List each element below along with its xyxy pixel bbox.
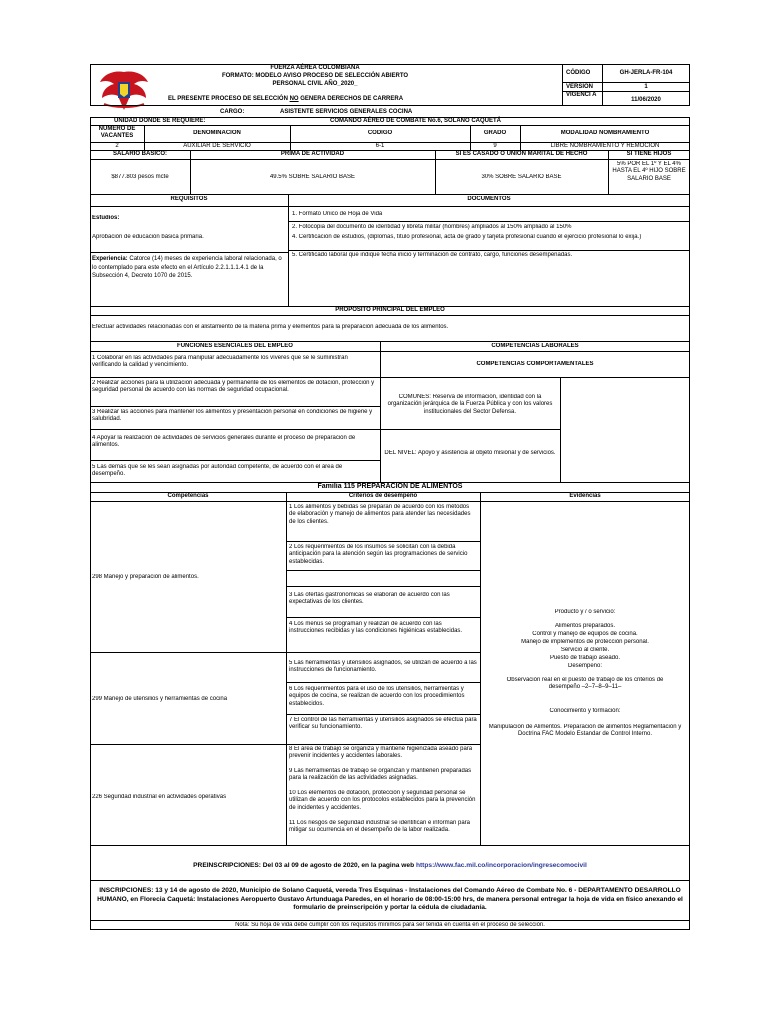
criterio-10: 10 Los elementos de dotación, protección y seguridad personal se utilizan de acuerdo con los protocolos establecidos para la prevención de incidentes y accidentes. [289, 790, 476, 811]
criterio-6: 6 Los requerimientos para el uso de los utensilios, herramientas y equipos de cocina, se realizan de acuerdo con los procedimientos establecidos. [289, 686, 465, 707]
org-name: FUERZA AÉREA COLOMBIANA [270, 65, 360, 71]
criterio-1: 1 Los alimentos y bebidas se preparan de acuerdo con los métodos de elaboración y manejo de alimentos para atender las necesidades de los clientes. [289, 504, 471, 525]
evidencia-cliente: Servicio al cliente. [560, 647, 610, 653]
documentos-header: DOCUMENTOS [467, 196, 511, 202]
code-label: CÓDIGO [566, 70, 591, 76]
unit-label: UNIDAD DONDE SE REQUIERE: [114, 118, 206, 124]
sal-h-basico: SALARIO BASICO: [113, 151, 167, 157]
version-value: 1 [644, 84, 648, 90]
funcion-1: 1 Colaborar en las actividades para manipular adecuadamente los víveres que se le suministran verificando la calidad y vencimiento. [92, 355, 348, 369]
inscripciones: INSCRIPCIONES: 13 y 14 de agosto de 2020, Municipio de Solano Caquetá, vereda Tres Esquinas - Instalaciones del Comando Aéreo de Combate No. 6 - DEPARTAMENTO DESARROLLO HUMANO, en Florecia Caquetá: Instalaciones Aeropuerto Gustavo Artunduaga Paredes, en el horario de 08:00-15:00 hrs, de manera personal entregar la hoja de vida en físico anexando el formulario de preinscripción y portar la cédula de ciudadanía. [97, 887, 683, 912]
vigencia-value: 11/06/2020 [631, 97, 661, 103]
evidencia-producto: Producto y / o servicio: [554, 609, 616, 615]
proposito-header: PROPÓSITO PRINCIPAL DEL EMPLEO [335, 307, 445, 313]
personal-year: PERSONAL CIVIL AÑO_2020_ [272, 81, 358, 87]
sal-casado: 30% SOBRE SALARIO BASE [481, 174, 562, 180]
vac-h-codigo: CÓDIGO [367, 130, 393, 136]
sal-h-prima: PRIMA DE ACTIVIDAD [280, 151, 345, 157]
sal-h-casado: SI ES CASADO O UNION MARITAL DE HECHO [455, 151, 588, 157]
col-competencias: Competencias [167, 493, 209, 499]
vac-modalidad: LIBRE NOMBRAMIENTO Y REMOCIÓN [550, 143, 660, 149]
sal-basico: $877.803 pesos mcte [111, 174, 169, 180]
estudios-label: Estudios: [92, 215, 120, 221]
career-notice: EL PRESENTE PROCESO DE SELECCIÓN NO GENERA DERECHOS DE CARRERA [168, 96, 404, 102]
vigencia-label: VIGENCI A [566, 92, 597, 98]
requisitos-header: REQUISITOS [170, 196, 208, 202]
version-label: VERSIÓN [566, 84, 594, 90]
doc-item-5: 5. Certificado laboral que indique fecha inicio y terminación de contrato, cargo, funciones desempeñadas. [292, 252, 573, 258]
criterio-11: 11 Los riesgos de seguridad industrial se identifican e informan para mitigar su ocurrencia en el desempeño de la labor realizada. [289, 820, 470, 834]
sal-h-hijos: SI TIENE HIJOS [626, 151, 672, 157]
code-value: GH-JERLA-FR-104 [619, 70, 673, 76]
evidencia-manipulacion: Manipulación de Alimentos. Preparación de alimentos Reglamentación y Doctrina FAC Modelo Estandar de Control Interno. [488, 724, 682, 738]
preinscripcion-link[interactable]: https://www.fac.mil.co/incorporacion/ingresecomocivil [415, 862, 587, 869]
evidencia-desempeno: Desempeño: [567, 663, 603, 669]
evidencia-alimentos: Alimentos preparados. [554, 623, 616, 629]
competencias-header: COMPETENCIAS LABORALES [491, 343, 579, 349]
col-criterios: Criterios de desempeño [348, 493, 418, 499]
familia-title: Familia 115 PREPARACIÓN DE ALIMENTOS [317, 483, 463, 490]
vac-h-grado: GRADO [483, 130, 507, 136]
vac-h-denominacion: DENOMINACION [193, 130, 241, 136]
funcion-4: 4 Apoyar la realización de actividades de servicios generales durante el proceso de preparación de alimentos. [92, 435, 356, 449]
evidencia-observacion: Observación real en el puesto de trabajo de los criterios de desempeño –2–7–8–9–11– [506, 677, 664, 691]
criterio-2: 2 Los requerimientos de los insumos se solicitan con la debida anticipación para la atención según las programaciones de servicio establecidas. [289, 544, 468, 565]
nota: Nota: Su hoja de vida debe cumplir con los requisitos mínimos para ser tenida en cuenta en el proceso de selección. [235, 922, 545, 928]
funcion-5: 5 Las demás que se les sean asignadas por autoridad competente, de acuerdo con el área de desempeño. [92, 464, 343, 478]
format-title: FORMATO: MODELO AVISO PROCESO DE SELECCIÓN ABIERTO [221, 73, 409, 79]
vac-h-numero: NÚMERO DE VACANTES [98, 126, 136, 140]
competencia-298: 298 Manejo y preparación de alimentos. [92, 574, 199, 580]
competencia-226: 226 Seguridad industrial en actividades operativas [92, 794, 227, 800]
funcion-2: 2 Realizar acciones para la utilizacion adecuada y permanente de los elementos de dotacion, proteccion y seguridad personal de acuerdo con las normas de seguridad ocupacional. [92, 380, 375, 394]
doc-item-2: 2. Fotocopia del documento de identidad y libreta militar (hombres) ampliados al 150% ampliado al 150% [292, 224, 572, 230]
vac-denominacion: AUXILIAR DE SERVICIO [183, 143, 251, 149]
criterio-4: 4 Los menús se programan y realizan de acuerdo con las instrucciones recibidas y las condiciones higiénicas establecidas. [289, 621, 463, 635]
cargo-value: ASISTENTE SERVICIOS GENERALES COCINA [280, 109, 413, 115]
evidencia-equipos: Control y manejo de equipos de cocina. [532, 631, 638, 637]
criterio-5: 5 Las herramientas y utensilios asignados, se utilizan de acuerdo a las instrucciones de funcionamiento. [289, 660, 477, 674]
aprobacion-text: Aprobación de educación básica primaria. [92, 234, 204, 240]
criterio-9: 9 Las herramientas de trabajo se organizan y mantienen preparadas para la realización de las actividades asignadas. [289, 768, 472, 782]
preinscripciones: PREINSCRIPCIONES: Del 03 al 09 de agosto de 2020, en la pagina web https://www.fac.mil.co/incorporacion/ingresecomocivil [193, 862, 587, 869]
doc-item-1: 1. Formato Único de Hoja de Vida [292, 211, 383, 217]
competencias-sub: COMPETENCIAS COMPORTAMENTALES [476, 361, 594, 367]
vac-numero: 2 [115, 143, 119, 149]
vac-h-modalidad: MODALIDAD NOMBRAMIENTO [560, 130, 650, 136]
sal-hijos: 5% POR EL 1º Y EL 4% HASTA EL 4º HIJO SOBRE SALARIO BASE [612, 161, 686, 182]
criterio-3: 3 Las ofertas gastronómicas se elaboran de acuerdo con las expectativas de los clientes. [289, 592, 450, 606]
criterio-7: 7 El control de las herramientas y utensilios asignados se efectúa para verificar su funcionamiento. [289, 717, 477, 731]
criterio-8: 8 El área de trabajo se organiza y mantiene higienizada aseado para prevenir incidentes y accidentes laborales. [289, 746, 473, 760]
funcion-3: 3 Realizar las acciones para mantener los alimentos y presentación personal en condiciones de higiene y salubridad. [92, 409, 373, 423]
unit-value: COMANDO AÉREO DE COMBATE No.6, SOLANO CAQUETÁ [330, 118, 502, 124]
sal-prima: 49.5% SOBRE SALARIO BASE [269, 174, 356, 180]
cargo-label: CARGO: [220, 109, 245, 115]
evidencia-puesto: Puesto de trabajo aseado. [549, 655, 621, 661]
col-evidencias: Evidencias [569, 493, 601, 499]
funciones-header: FUNCIONES ESENCIALES DEL EMPLEO [177, 343, 293, 349]
vac-grado: 9 [493, 143, 497, 149]
competencia-299: 299 Manejo de utensilios y herramientas de cocina [92, 696, 228, 702]
evidencia-proteccion: Manejo de implementos de protección personal. [521, 639, 649, 645]
vac-codigo: 6-1 [375, 143, 385, 149]
doc-item-4: 4. Certificación de estudios, (diplomas, título profesional, acta de grado y tarjeta profesional cuando el ejercicio profesional lo exija.) [292, 234, 642, 240]
proposito-text: Efectuar actividades relacionadas con el alistamiento de la materia prima y elementos para la preparación adecuada de los alimentos. [92, 324, 449, 330]
competencias-nivel: DEL NIVEL: Apoyo y asistencia al objeto misional y de servicios. [384, 450, 556, 456]
evidencia-conocimiento: Conocimiento y formación: [549, 708, 621, 714]
experiencia-text: Experiencia: Catorce (14) meses de experiencia laboral relacionada, o lo contemplado para este efecto en el Artículo 2.2.1.1.1.4.1 de la Subsección 4, Decreto 1070 de 2015. [92, 256, 282, 279]
competencias-comunes: COMUNES: Reserva de información, identidad con la organización jerárquica de la Fuerza Pública y con los valores institucionales del Sector Defensa. [387, 394, 553, 415]
